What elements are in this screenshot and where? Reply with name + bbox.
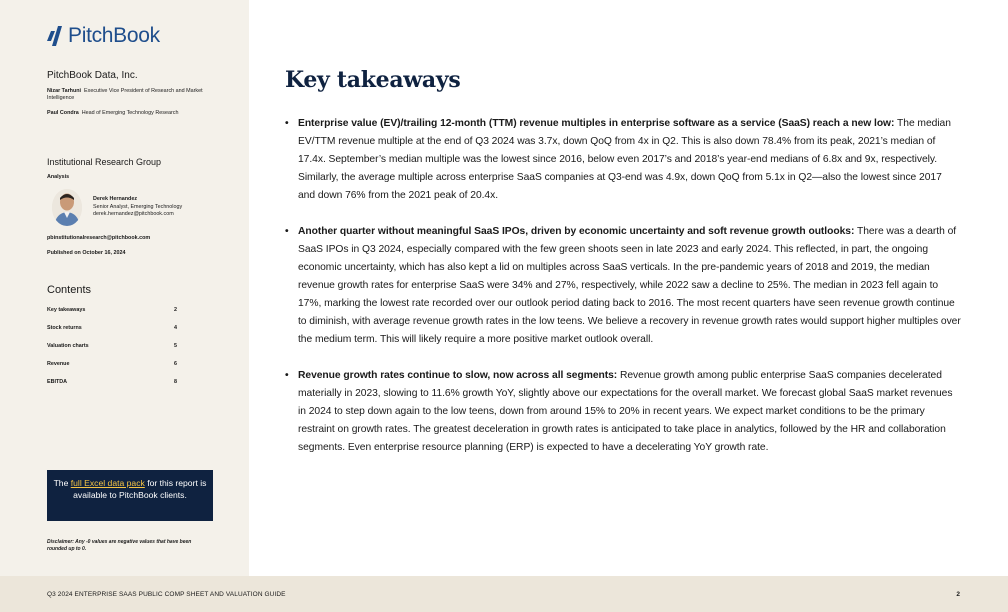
bullet-lead: Revenue growth rates continue to slow, now across all segments: bbox=[298, 370, 618, 381]
bullet-icon: • bbox=[285, 370, 289, 381]
pitchbook-logo-icon bbox=[47, 25, 65, 47]
bullet-lead: Enterprise value (EV)/trailing 12-month (TTM) revenue multiples in enterprise software as a service (SaaS) reach a new low: bbox=[298, 118, 895, 129]
bullet-body: There was a dearth of SaaS IPOs in Q3 2024, especially compared with the few green shoots seen in late 2023 and early 2024. This reflected, in part, the ongoing economic uncertainty, which has also kept a lid on multiples across SaaS verticals. In the pre-pandemic years of 2018 and 2019, the median revenue growth rates for enterprise SaaS were 34% and 27%, respectively, while 2022 saw a decline to 25%. The median in 2023 fell again to 17%, marking the lowest rate recorded over our outlook period dating back to 2016. The most recent quarters have seen revenue growth continue to diminish, with average revenue growth rates in the low teens. We believe a recovery in revenue growth rates would support higher multiples over the medium term. This will likely require a more positive market outlook overall. bbox=[298, 226, 961, 345]
person-name: Nizar Tarhuni bbox=[47, 88, 82, 94]
toc-label: Revenue bbox=[47, 361, 70, 367]
toc-label: EBITDA bbox=[47, 379, 68, 385]
analyst-email[interactable]: derek.hernandez@pitchbook.com bbox=[93, 211, 174, 217]
bullet-body: The median EV/TTM revenue multiple at the end of Q3 2024 was 3.7x, down QoQ from 4x in Q2. This is also down 78.4% from its peak, 2021’s median of 17.4x. September’s median multiple was the lowest since 2016, below even 2017’s and 2018’s year-end medians of 6.8x and 9x, respectively. Similarly, the average multiple across enterprise SaaS companies at Q3-end was 4.9x, down QoQ from 5.1x in Q2—also the lowest since 2017 and down 76% from the 2021 peak of 20.4x. bbox=[298, 118, 951, 201]
analyst-avatar bbox=[52, 189, 82, 226]
analyst-title: Senior Analyst, Emerging Technology bbox=[93, 203, 183, 210]
takeaways-list bbox=[285, 115, 961, 475]
brand-name: PitchBook bbox=[68, 24, 160, 47]
toc-item[interactable] bbox=[47, 379, 177, 385]
list-item bbox=[285, 367, 961, 457]
cta-text-before: The bbox=[53, 478, 71, 488]
page-footer bbox=[0, 576, 1008, 612]
institutional-email[interactable]: pbinstitutionalresearch@pitchbook.com bbox=[47, 235, 151, 241]
toc-page: 6 bbox=[174, 361, 177, 367]
toc-item[interactable] bbox=[47, 343, 177, 349]
org-name: PitchBook Data, Inc. bbox=[47, 70, 138, 81]
person-entry bbox=[47, 88, 217, 102]
excel-data-pack-link[interactable]: full Excel data pack bbox=[70, 478, 145, 488]
cta-text-after: for this report is available to PitchBook clients. bbox=[73, 478, 207, 500]
sidebar bbox=[0, 0, 249, 576]
toc-page: 5 bbox=[174, 343, 177, 349]
analyst-name: Derek Hernandez bbox=[93, 196, 138, 202]
contents-heading: Contents bbox=[47, 284, 92, 296]
toc-item[interactable] bbox=[47, 325, 177, 331]
toc-label: Stock returns bbox=[47, 325, 82, 331]
page-number: 2 bbox=[956, 591, 960, 598]
person-title: Head of Emerging Technology Research bbox=[81, 110, 179, 116]
published-date: Published on October 16, 2024 bbox=[47, 250, 126, 256]
list-item bbox=[285, 223, 961, 349]
toc-label: Key takeaways bbox=[47, 307, 86, 313]
toc-item[interactable] bbox=[47, 307, 177, 313]
analyst-photo bbox=[52, 189, 82, 226]
bullet-icon: • bbox=[285, 226, 289, 237]
person-entry bbox=[47, 110, 217, 117]
toc-item[interactable] bbox=[47, 361, 177, 367]
page-title: Key takeaways bbox=[285, 67, 461, 93]
toc-label: Valuation charts bbox=[47, 343, 89, 349]
pitchbook-logo[interactable] bbox=[47, 24, 160, 48]
toc-page: 2 bbox=[174, 307, 177, 313]
bullet-lead: Another quarter without meaningful SaaS IPOs, driven by economic uncertainty and soft revenue growth outlooks: bbox=[298, 226, 855, 237]
toc-page: 8 bbox=[174, 379, 177, 385]
toc-page: 4 bbox=[174, 325, 177, 331]
bullet-body: Revenue growth among public enterprise SaaS companies decelerated materially in 2023, slowing to 11.6% growth YoY, slightly above our expectations for the overall market. We forecast global SaaS market revenues in 2024 to step down again to the low teens, down from around 15% to 20% in recent years. We expect market conditions to be the primary restraint on growth rates. The greatest deceleration in growth rates is anticipated to take place in analytics, followed by the HR and collaboration segments. Even enterprise resource planning (ERP) is expected to have a decelerating YoY growth rate. bbox=[298, 370, 953, 453]
list-item bbox=[285, 115, 961, 205]
footer-title: Q3 2024 ENTERPRISE SAAS PUBLIC COMP SHEET AND VALUATION GUIDE bbox=[47, 591, 286, 598]
research-group-sub: Analysis bbox=[47, 174, 70, 180]
person-title: Executive Vice President of Research and Market Intelligence bbox=[47, 88, 203, 101]
research-group-name: Institutional Research Group bbox=[47, 157, 162, 167]
data-pack-callout bbox=[47, 470, 213, 521]
disclaimer: Disclaimer: Any -0 values are negative values that have been rounded up to 0. bbox=[47, 539, 192, 552]
bullet-icon: • bbox=[285, 118, 289, 129]
person-name: Paul Condra bbox=[47, 110, 79, 116]
analyst-info bbox=[93, 196, 182, 219]
